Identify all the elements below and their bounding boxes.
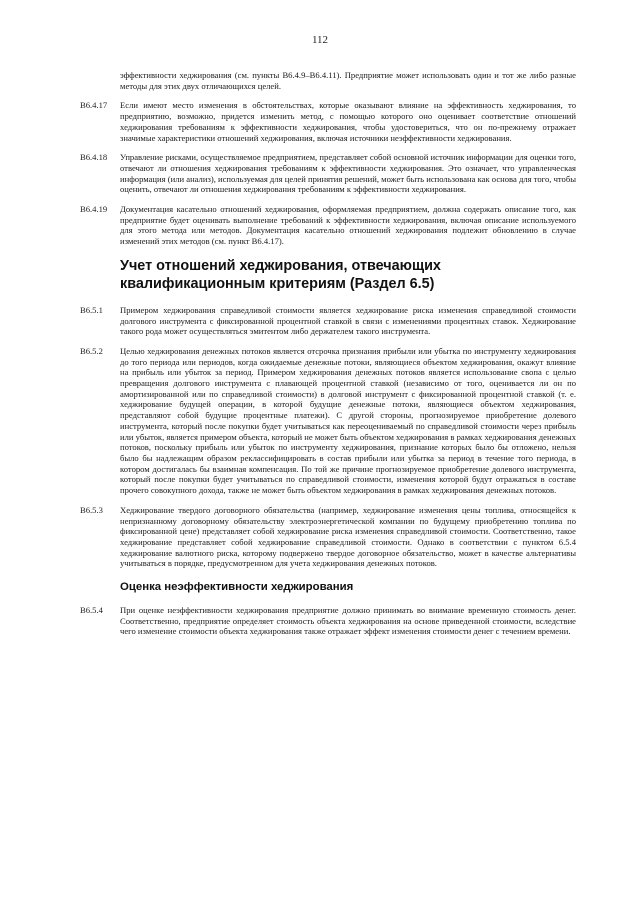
paragraph (80, 605, 576, 637)
intro-continuation: эффективности хеджирования (см. пункты В6.4.9–В6.4.11). Предприятие может использовать один и тот же либо разные методы для этих двух отличающихся целей. (120, 70, 576, 91)
paragraph-text: Если имеют место изменения в обстоятельствах, которые оказывают влияние на эффективность хеджирования, то предприятию, возможно, придется изменить метод, с помощью которого оно оценивает соответствие отношений хеджирования требованиям к эффективности хеджирования, чтобы удостовериться, что он по-прежнему отражает значимые характеристики отношений хеджирования, включая источники неэффективности хеджирования. (120, 100, 576, 143)
subsection-heading: Оценка неэффективности хеджирования (120, 581, 354, 594)
paragraph-text: При оценке неэффективности хеджирования предприятие должно принимать во внимание временную стоимость денег. Соответственно, предприятие определяет стоимость объекта хеджирования на основе приведенной стоимости, вследствие чего изменение стоимости объекта хеджирования также отражает эффект изменения стоимости денег с течением времени. (120, 605, 576, 637)
paragraph (80, 100, 576, 143)
paragraphs-top (80, 100, 576, 247)
paragraph-number: В6.4.18 (80, 152, 108, 163)
paragraphs-bottom (80, 605, 576, 637)
paragraph-number: В6.5.1 (80, 304, 103, 315)
paragraphs-mid (80, 304, 576, 569)
paragraph-number: В6.4.17 (80, 100, 108, 111)
paragraph-text: Хеджирование твердого договорного обязательства (например, хеджирование изменения цены топлива, относящейся к непризнанному договорному обязательству электроэнергетической компании по будущему приобретению топлива по фиксированной цене) представляет собой хеджирование риска изменения справедливой стоимости. Соответственно, такое хеджирование представляет собой хеджирование справедливой стоимости. Однако в соответствии с пунктом 6.5.4 хеджирование валютного риска, которому подвержено твердое договорное обязательство, может в качестве альтернативы учитываться в порядке, предусмотренном для учета хеджирования денежных потоков. (120, 504, 576, 569)
section-heading: Учет отношений хеджирования, отвечающих квалификационным критериям (Раздел 6.5) (120, 257, 441, 292)
page-number: 112 (311, 34, 329, 46)
paragraph (80, 204, 576, 247)
page-content (80, 70, 576, 646)
paragraph (80, 304, 576, 337)
paragraph-number: В6.5.3 (80, 504, 103, 515)
paragraph-text: Документация касательно отношений хеджирования, оформляемая предприятием, должна содержать описание того, как предприятие будет оценивать выполнение требований к эффективности хеджирования, включая описание используемого для этого метода или методов. Документация касательно отношений хеджирования подлежит обновлению в случае изменений этих методов (см. пункт В6.4.17). (120, 204, 576, 247)
paragraph-number: В6.5.4 (80, 605, 103, 616)
paragraph (80, 345, 576, 496)
paragraph-number: В6.4.19 (80, 204, 108, 215)
paragraph-text: Управление рисками, осуществляемое предприятием, представляет собой основной источник информации для оценки того, отвечают ли отношения хеджирования требованиям к эффективности хеджирования. Это означает, что управленческая информация (или анализ), используемая для целей принятия решений, может быть использована как основа для того, чтобы оценить, отвечают ли отношения хеджирования требованиям к эффективности хеджирования. (120, 152, 576, 195)
paragraph-text: Примером хеджирования справедливой стоимости является хеджирование риска изменения справедливой стоимости долгового инструмента с фиксированной процентной ставкой в связи с изменениями процентных ставок. Хеджирование такого рода может осуществляться эмитентом либо держателем такого инструмента. (120, 304, 576, 337)
paragraph (80, 152, 576, 195)
paragraph (80, 504, 576, 569)
paragraph-text: Целью хеджирования денежных потоков является отсрочка признания прибыли или убытка по инструменту хеджирования до того периода или периодов, когда ожидаемые денежные потоки, являющиеся объектом хеджирования, окажут влияние на прибыль или убыток за период. Примером хеджирования денежных потоков является использование свопа с целью превращения долгового инструмента с плавающей процентной ставкой (независимо от того, оценивается ли он по амортизированной или по справедливой стоимости) в долговой инструмент с фиксированной процентной ставкой (т. е. хеджирование будущей операции, в которой будущие денежные потоки, являющиеся объектом хеджирования, представляют собой будущие процентные платежи). С другой стороны, прогнозируемое приобретение долевого инструмента, который после покупки будет учитываться как переоцениваемый по справедливой стоимости через прибыль или убыток, является примером объекта, который не может быть объектом хеджирования в рамках хеджирования денежных потоков, поскольку прибыль или убыток по инструменту хеджирования, признание которых было бы отложено, нельзя было бы надлежащим образом реклассифицировать в состав прибыли или убытка за период в течение того периода, в котором достигалась бы взаимная компенсация. По той же причине прогнозируемое приобретение долевого инструмента, который после покупки будет учитываться по справедливой стоимости, изменения которой будут отражаться в составе прочего совокупного дохода, также не может быть объектом хеджирования в рамках хеджирования денежных потоков. (120, 345, 576, 496)
paragraph-number: В6.5.2 (80, 345, 103, 356)
